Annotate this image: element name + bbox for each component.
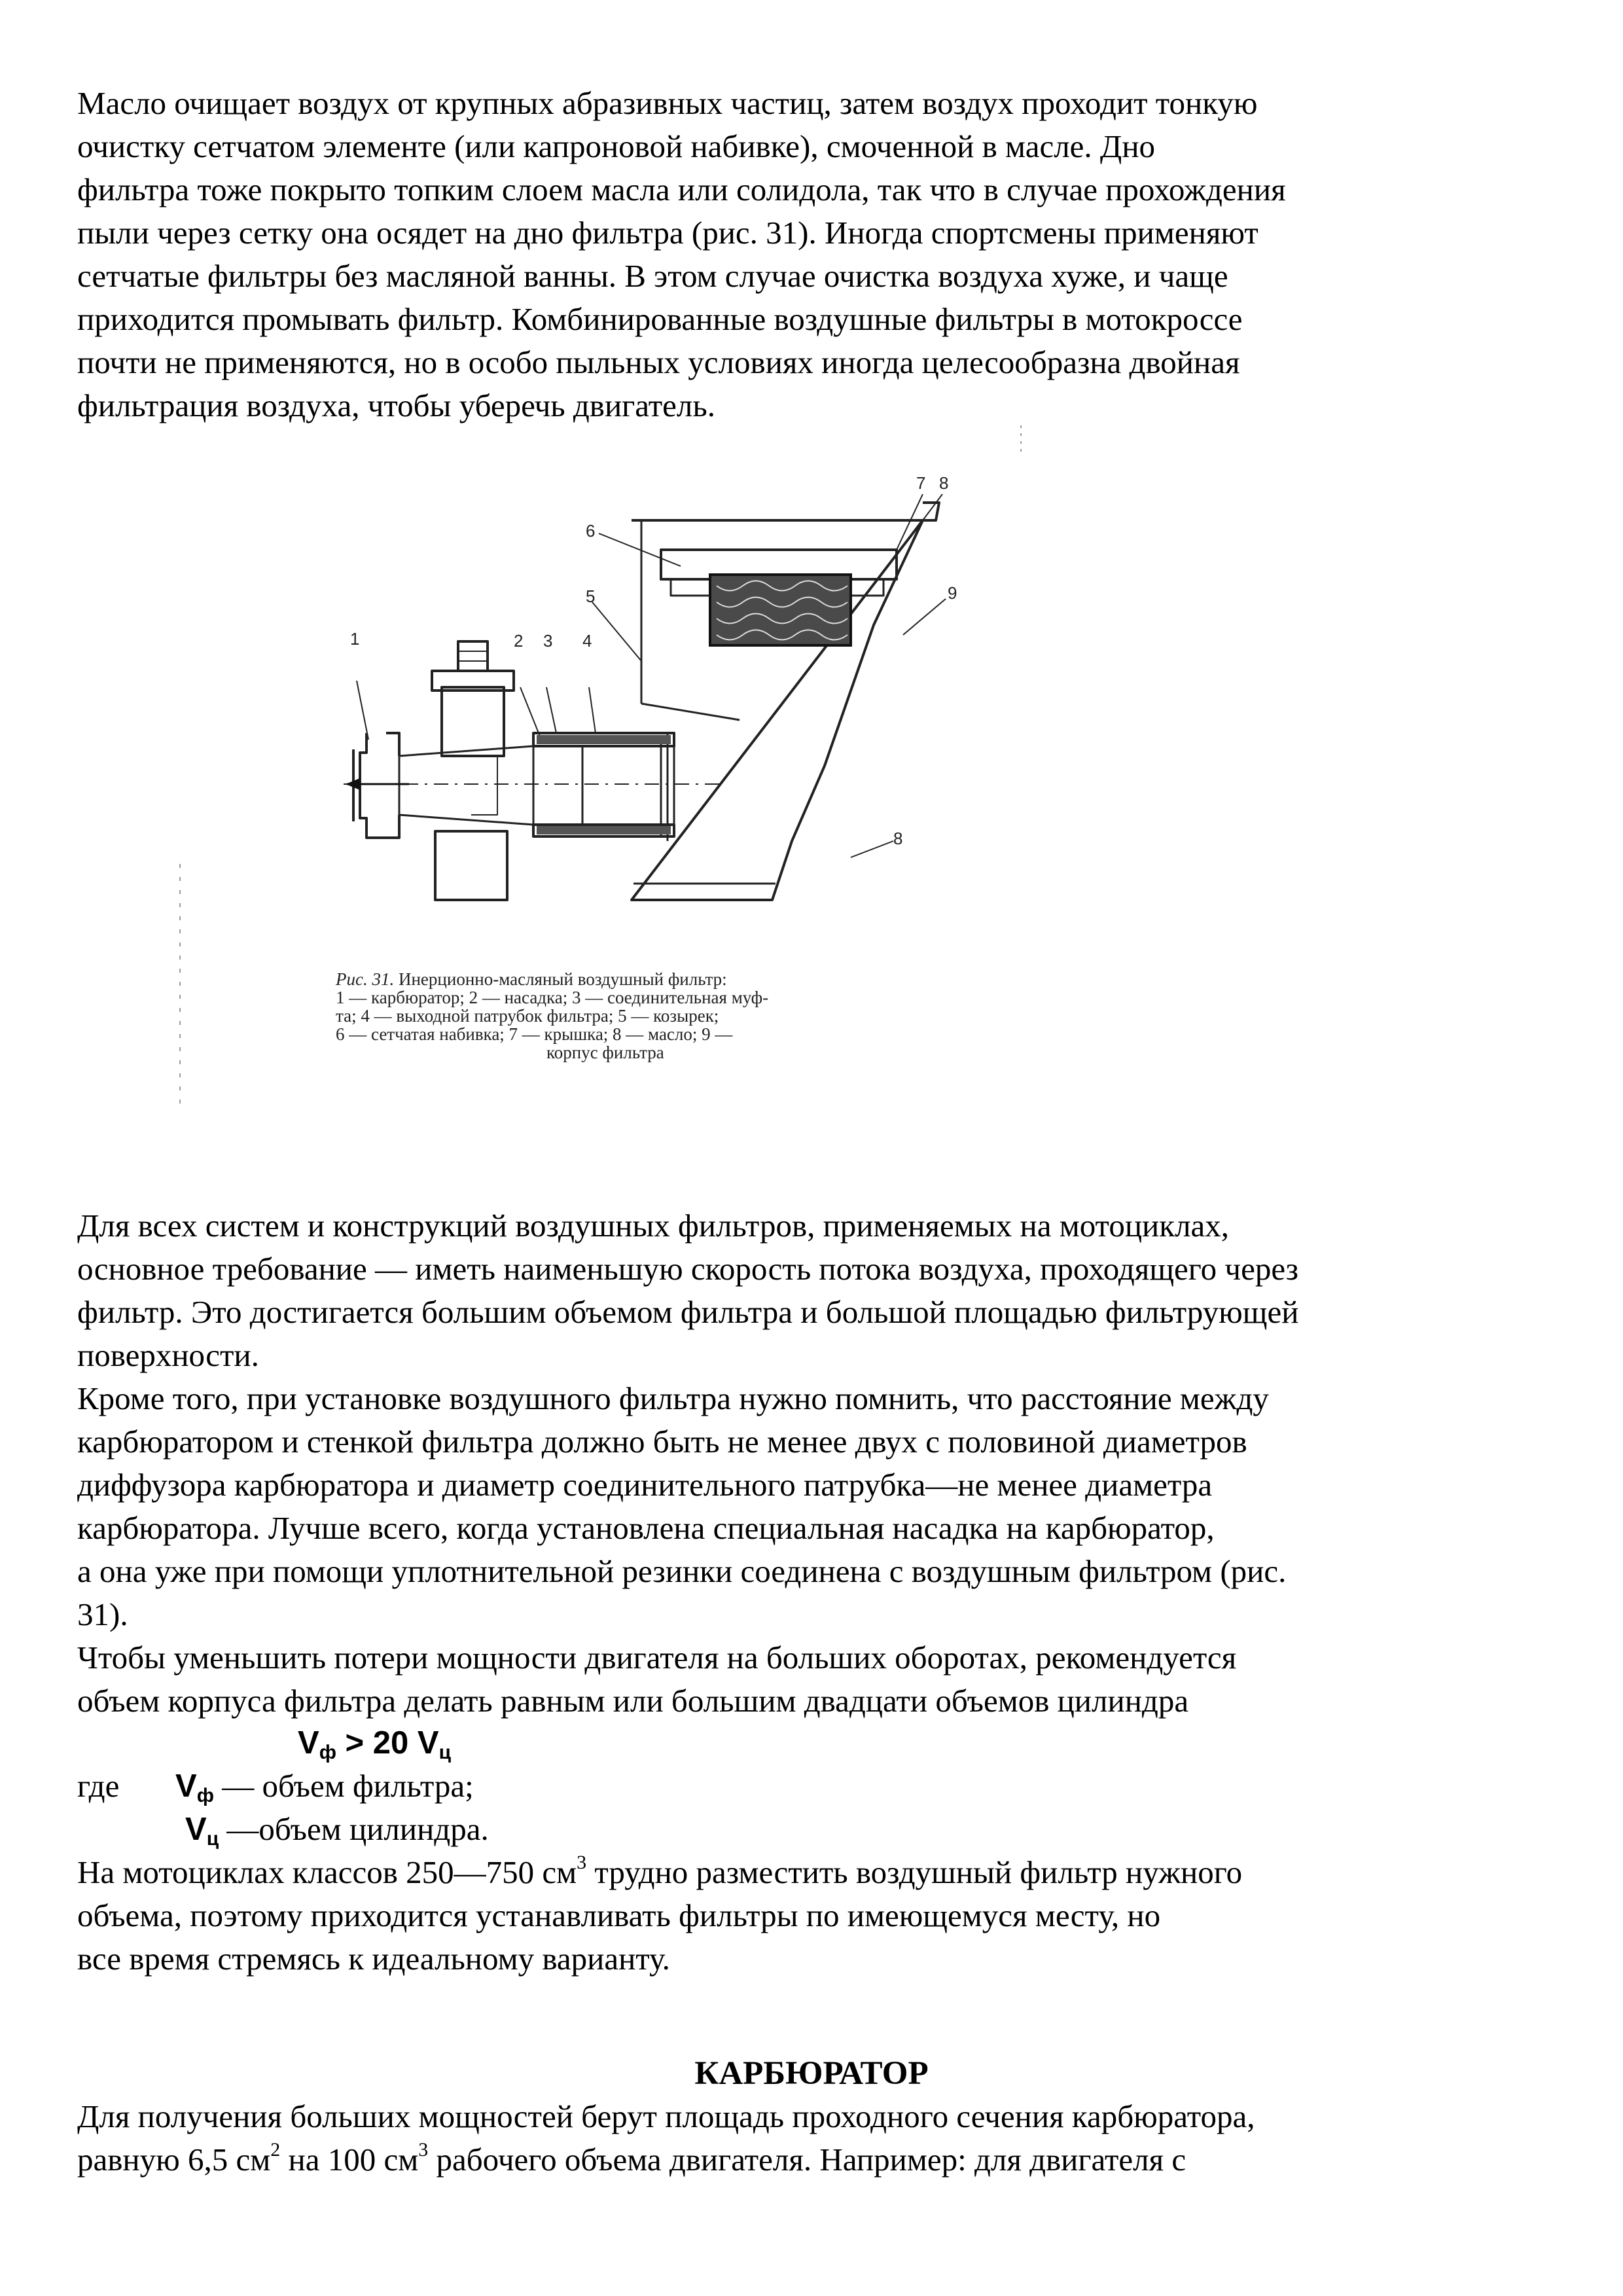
text-line: а она уже при помощи уплотнительной резинки соединена с воздушным фильтром (рис. xyxy=(77,1553,1287,1589)
figure-label: 1 xyxy=(350,629,360,649)
filter-visor xyxy=(641,704,740,720)
figure-label: 2 xyxy=(514,631,524,651)
figure-label: 8 xyxy=(893,829,903,848)
text-line: Чтобы уменьшить потери мощности двигателя на больших оборотах, рекомендуется xyxy=(77,1640,1237,1676)
section-heading-carburetor: КАРБЮРАТОР xyxy=(694,2055,929,2092)
figure-inertial-oil-air-filter xyxy=(164,425,1041,1139)
figure-caption-line: 1 — карбюратор; 2 — насадка; 3 — соединительная муф- xyxy=(336,988,769,1007)
text-line: поверхности. xyxy=(77,1337,259,1373)
figure-label: 7 xyxy=(916,473,926,493)
figure-label: 6 xyxy=(586,521,596,541)
text-line: приходится промывать фильтр. Комбинированные воздушные фильтры в мотокроссе xyxy=(77,301,1243,337)
text-line: основное требование — иметь наименьшую скорость потока воздуха, проходящего через xyxy=(77,1251,1299,1287)
definition-cylinder-volume: $V_ц$ —объем цилиндра. xyxy=(185,1811,489,1850)
text-line: почти не применяются, но в особо пыльных условиях иногда целесообразна двойная xyxy=(77,344,1240,380)
text-line: Масло очищает воздух от крупных абразивных частиц, затем воздух проходит тонкую xyxy=(77,85,1258,121)
figure-caption-line: 6 — сетчатая набивка; 7 — крышка; 8 — масло; 9 — xyxy=(336,1024,733,1044)
volume-formula: $V_ф > 20$ $V_ц$ xyxy=(298,1725,452,1763)
sleeve-hatch xyxy=(537,735,671,744)
text-line: Кроме того, при установке воздушного фильтра нужно помнить, что расстояние между xyxy=(77,1380,1269,1416)
text-line: фильтрация воздуха, чтобы уберечь двигатель. xyxy=(77,387,715,423)
text-line: На мотоциклах классов 250—750 $см^3$ трудно разместить воздушный фильтр нужного xyxy=(77,1852,1243,1890)
figure-number: Рис. 31. xyxy=(336,969,395,989)
text-line: карбюратором и стенкой фильтра должно быть не менее двух с половиной диаметров xyxy=(77,1424,1247,1460)
text-line: равную 6,5 $см^2$ на 100 $см^3$ рабочего объема двигателя. Например: для двигателя с xyxy=(77,2139,1186,2178)
definition-filter-volume: $V_ф$ — объем фильтра; xyxy=(175,1768,474,1806)
text-line: фильтра тоже покрыто топким слоем масла или солидола, так что в случае прохождения xyxy=(77,171,1286,207)
text-line: очистку сетчатом элементе (или капроновой набивке), смоченной в масле. Дно xyxy=(77,128,1156,164)
figure-label: 9 xyxy=(948,583,957,603)
text-line: сетчатые фильтры без масляной ванны. В этом случае очистка воздуха хуже, и чаще xyxy=(77,258,1228,294)
text-line: Для всех систем и конструкций воздушных фильтров, применяемых на мотоциклах, xyxy=(77,1208,1230,1244)
where-word: где xyxy=(77,1768,120,1804)
figure-caption-line: та; 4 — выходной патрубок фильтра; 5 — козырек; xyxy=(336,1006,719,1026)
text-line: все время стремясь к идеальному варианту. xyxy=(77,1941,670,1977)
text-line: 31). xyxy=(77,1596,128,1632)
text-line: фильтр. Это достигается большим объемом фильтра и большой площадью фильтрующей xyxy=(77,1294,1299,1330)
text-line: карбюратора. Лучше всего, когда установлена специальная насадка на карбюратор, xyxy=(77,1510,1215,1546)
text-line: объем корпуса фильтра делать равным или большим двадцати объемов цилиндра xyxy=(77,1683,1189,1719)
figure-label: 5 xyxy=(586,586,596,606)
figure-caption-text: Инерционно-масляный воздушный фильтр: xyxy=(398,969,727,989)
figure-label: 8 xyxy=(939,473,949,493)
float-chamber xyxy=(435,831,507,900)
carburetor-nozzle xyxy=(399,746,533,825)
text-line: Для получения больших мощностей берут площадь проходного сечения карбюратора, xyxy=(77,2098,1255,2134)
figure-label: 4 xyxy=(582,631,592,651)
text-line: диффузора карбюратора и диаметр соединительного патрубка—не менее диаметра xyxy=(77,1467,1213,1503)
figure-caption-line: корпус фильтра xyxy=(546,1043,664,1062)
carburetor-body xyxy=(360,733,386,838)
slide-tower xyxy=(442,687,504,756)
text-line: объема, поэтому приходится устанавливать фильтры по имеющемуся месту, но xyxy=(77,1897,1161,1933)
mesh-packing xyxy=(710,575,851,645)
text-line: пыли через сетку она осядет на дно фильтра (рис. 31). Иногда спортсмены применяют xyxy=(77,215,1258,251)
figure-label: 3 xyxy=(543,631,553,651)
